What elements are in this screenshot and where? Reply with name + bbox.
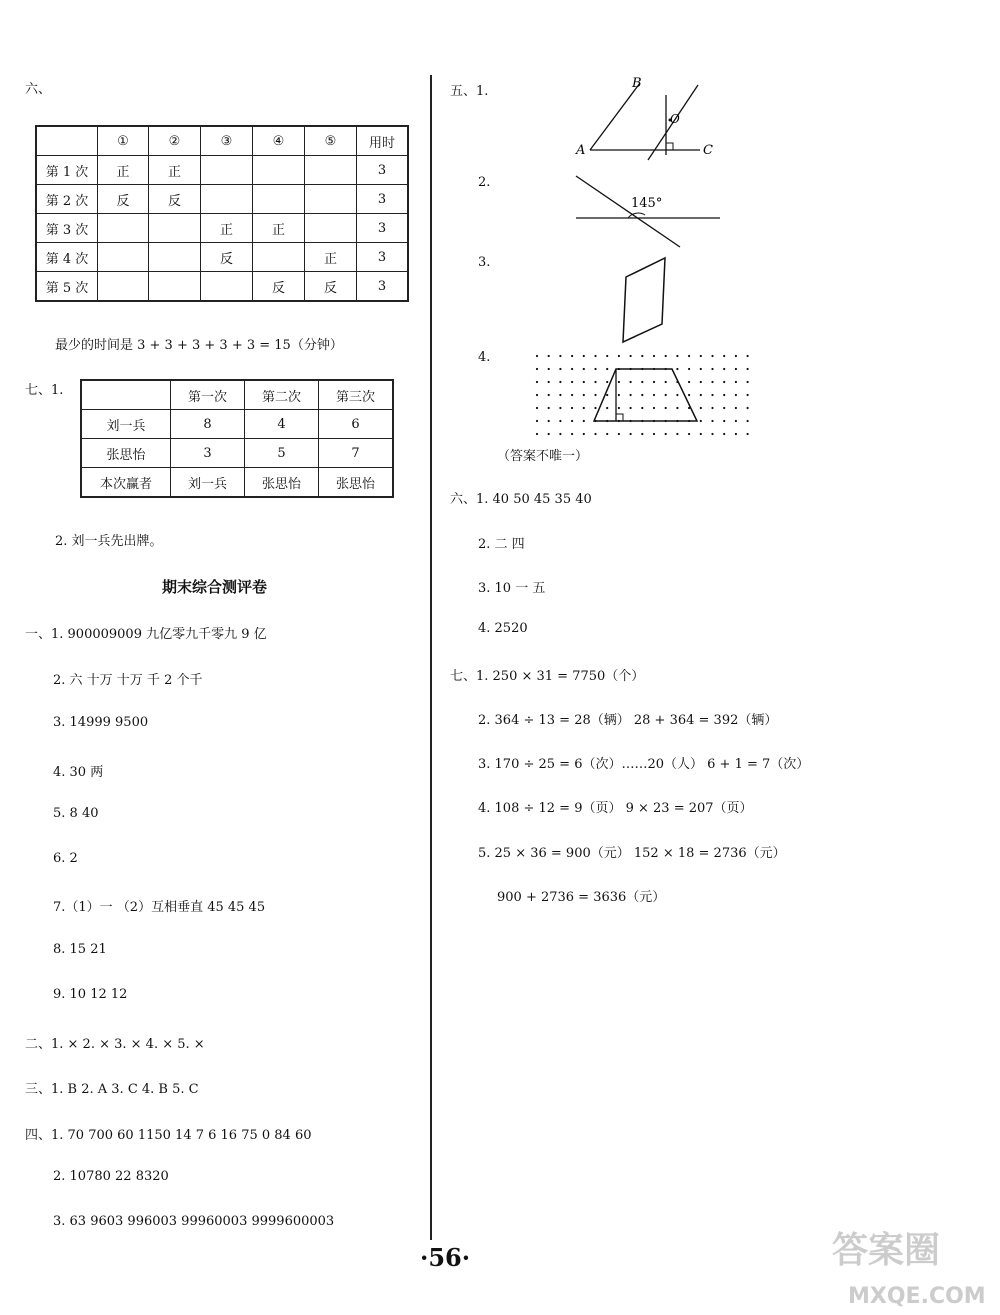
table-cell: ④ [253,126,305,156]
grid-dot [536,407,538,409]
slanted-line [576,176,680,247]
answer-line: 六、1. 40 50 45 35 40 [450,492,592,507]
answer-line: 四、1. 70 700 60 1150 14 7 6 16 75 0 84 60 [25,1128,312,1143]
grid-dot [711,420,713,422]
grid-dot [559,420,561,422]
coin-flip-table [35,125,409,302]
table-row [36,272,408,302]
parallel-lines-figure [560,75,720,165]
angle-label: 145° [631,196,663,211]
grid-dot [723,407,725,409]
table-cell: 反 [98,185,149,214]
table-cell [149,272,201,302]
column-divider [430,75,432,1240]
table-row [81,468,393,498]
answer-line: 5. 25 × 36 = 900（元） 152 × 18 = 2736（元） [478,846,786,861]
grid-dot [606,433,608,435]
table-cell: 3 [357,243,409,272]
answer-line: 9. 10 12 12 [53,987,128,1002]
grid-dot [747,355,749,357]
grid-dot [618,381,620,383]
table-cell [98,214,149,243]
table-cell [305,156,357,185]
answer-line: 8. 15 21 [53,942,107,957]
grid-dot [653,394,655,396]
table-cell: 第一次 [171,380,245,410]
answer-line: 4. 2520 [478,621,528,636]
table-cell [253,156,305,185]
page-number: ·56· [420,1243,471,1272]
grid-dot [676,368,678,370]
table-cell [305,185,357,214]
grid-dot [653,407,655,409]
table-cell: 3 [357,272,409,302]
grid-dot [618,394,620,396]
table-cell: 用时 [357,126,409,156]
grid-dot [571,433,573,435]
table-cell [201,185,253,214]
grid-dot [594,381,596,383]
grid-dot [711,381,713,383]
grid-dot [653,355,655,357]
grid-dot [723,394,725,396]
card-game-table [80,379,394,498]
table-cell: 刘一兵 [171,468,245,498]
parallelogram [623,258,665,342]
grid-dot [641,433,643,435]
grid-dot [688,394,690,396]
table-cell: 张思怡 [81,439,171,468]
grid-dot [559,355,561,357]
grid-dot [735,394,737,396]
parallelogram-figure [620,255,670,345]
trapezoid [594,369,697,421]
grid-dot [641,394,643,396]
grid-dot [676,394,678,396]
grid-dot [700,433,702,435]
grid-dot [548,355,550,357]
grid-dot [630,433,632,435]
exam-title: 期末综合测评卷 [162,578,268,596]
table-cell [149,243,201,272]
table-cell: 4 [245,410,319,439]
grid-dot [711,355,713,357]
answer-line: 2. 六 十万 十万 千 2 个千 [53,673,203,688]
question-2-label: 2. [478,175,491,190]
grid-dot [641,407,643,409]
grid-dot [747,381,749,383]
grid-dot [594,355,596,357]
grid-dot [571,368,573,370]
answer-line: 三、1. B 2. A 3. C 4. B 5. C [25,1082,199,1097]
grid-dot [536,394,538,396]
grid-dot [676,407,678,409]
grid-dot [583,368,585,370]
table-cell: 第 5 次 [36,272,98,302]
grid-dot [548,407,550,409]
table-row [36,156,408,185]
grid-dot [747,407,749,409]
grid-dot [571,381,573,383]
table-header-row [36,126,408,156]
table-cell: 第 1 次 [36,156,98,185]
grid-dot [583,355,585,357]
grid-dot [606,407,608,409]
grid-dot [735,381,737,383]
answer-line: 4. 108 ÷ 12 = 9（页） 9 × 23 = 207（页） [478,801,753,816]
watermark-logo: 答案圈 [832,1230,941,1271]
question-4-label: 4. [478,350,491,365]
table-cell: 张思怡 [245,468,319,498]
grid-dot [665,355,667,357]
table-cell [149,214,201,243]
table-cell [305,214,357,243]
answer-line: 4. 30 两 [53,765,104,780]
answer-line: 3. 14999 9500 [53,715,149,730]
table-cell: 正 [98,156,149,185]
grid-dot [606,381,608,383]
grid-dot [747,394,749,396]
grid-dot [747,420,749,422]
grid-dot [548,433,550,435]
grid-dot [723,355,725,357]
answer-line: 2. 364 ÷ 13 = 28（辆） 28 + 364 = 392（辆） [478,713,778,728]
grid-dot [559,394,561,396]
table-cell: 3 [357,156,409,185]
table-cell: 反 [149,185,201,214]
grid-dot [735,368,737,370]
grid-dot [676,433,678,435]
grid-dot [700,420,702,422]
grid-dot [711,368,713,370]
right-angle-mark [616,414,623,421]
grid-dot [594,368,596,370]
answer-note: （答案不唯一） [497,449,589,464]
table-cell: ① [98,126,149,156]
right-angle-mark [666,143,673,150]
section-6-label: 六、 [25,82,52,97]
grid-dot [548,368,550,370]
answer-line: 6. 2 [53,851,78,866]
table-cell: 正 [253,214,305,243]
label-b: B [632,76,642,91]
grid-dot [630,407,632,409]
grid-dot [641,355,643,357]
grid-dot [711,433,713,435]
table-cell: 本次赢者 [81,468,171,498]
section-7-q2: 2. 刘一兵先出牌。 [55,534,163,549]
table-cell [81,380,171,410]
table-cell: 张思怡 [319,468,394,498]
grid-dot [594,407,596,409]
grid-dot [700,381,702,383]
grid-dot [536,368,538,370]
grid-dot [735,420,737,422]
answer-line: 二、1. × 2. × 3. × 4. × 5. × [25,1037,205,1052]
grid-dot [630,394,632,396]
table-cell: 3 [171,439,245,468]
line-ab [590,83,640,150]
grid-dot [653,433,655,435]
table-cell [98,243,149,272]
grid-dot [548,394,550,396]
grid-dot [723,368,725,370]
grid-dot [536,381,538,383]
grid-dot [688,368,690,370]
grid-dot [735,407,737,409]
grid-dot [700,368,702,370]
label-o: O [670,112,680,126]
table-row [81,439,393,468]
grid-dot [747,433,749,435]
grid-dot [571,394,573,396]
answer-line: 3. 10 一 五 [478,581,546,596]
grid-dot [583,394,585,396]
grid-dot [618,355,620,357]
grid-dot [606,368,608,370]
table-header-row [81,380,393,410]
grid-dot [559,433,561,435]
table-cell: 第三次 [319,380,394,410]
table-cell: 第 4 次 [36,243,98,272]
grid-dot [676,355,678,357]
grid-dot [700,394,702,396]
grid-dot [559,368,561,370]
table-cell: 6 [319,410,394,439]
grid-dot [711,394,713,396]
grid-dot [630,381,632,383]
table-cell: 正 [149,156,201,185]
grid-dot [606,394,608,396]
answer-line: 3. 63 9603 996003 99960003 9999600003 [53,1214,335,1229]
grid-dot [665,407,667,409]
grid-dot [618,407,620,409]
grid-dot [606,355,608,357]
grid-dot [711,407,713,409]
label-a: A [576,143,586,158]
grid-dot [723,420,725,422]
grid-dot [723,381,725,383]
table-cell [98,272,149,302]
table-cell: 7 [319,439,394,468]
answer-line: 2. 10780 22 8320 [53,1169,169,1184]
table-cell: 反 [253,272,305,302]
question-3-label: 3. [478,255,491,270]
table-cell [253,185,305,214]
grid-dot [665,394,667,396]
grid-dot [688,355,690,357]
table-cell: 正 [201,214,253,243]
table-cell: 正 [305,243,357,272]
grid-dot [536,420,538,422]
table-cell: 反 [305,272,357,302]
grid-dot [688,433,690,435]
grid-dot [735,355,737,357]
table-row [81,410,393,439]
grid-dot [618,433,620,435]
answer-line: 900 + 2736 = 3636（元） [497,890,666,905]
label-c: C [703,143,713,158]
section-7-label: 七、1. [25,383,64,398]
table-cell: 3 [357,185,409,214]
table-cell [253,243,305,272]
grid-dot [700,407,702,409]
grid-dot [571,355,573,357]
answer-line: 2. 二 四 [478,537,525,552]
grid-dot [594,433,596,435]
table-cell [201,272,253,302]
watermark-url: MXQE.COM [848,1284,986,1309]
table-cell: 3 [357,214,409,243]
grid-dot [583,420,585,422]
table-cell [36,126,98,156]
table-row [36,214,408,243]
grid-dot [630,355,632,357]
grid-dot [583,407,585,409]
section-5-label: 五、1. [450,84,489,99]
grid-dot [665,433,667,435]
grid-dot [700,355,702,357]
grid-dot [583,381,585,383]
angle-figure [570,172,725,252]
table-cell: 第二次 [245,380,319,410]
answer-line: 一、1. 900009009 九亿零九千零九 9 亿 [25,627,267,642]
answer-line: 七、1. 250 × 31 = 7750（个） [450,669,645,684]
table-cell: 8 [171,410,245,439]
table-cell: ③ [201,126,253,156]
grid-dot [548,381,550,383]
grid-dot [536,355,538,357]
table-row [36,185,408,214]
grid-dot [653,381,655,383]
table-cell: 刘一兵 [81,410,171,439]
grid-dot [735,433,737,435]
table-cell: ② [149,126,201,156]
table-cell: 反 [201,243,253,272]
table-cell: ⑤ [305,126,357,156]
table-cell [201,156,253,185]
grid-dot [594,394,596,396]
answer-line: 3. 170 ÷ 25 = 6（次）……20（人） 6 + 1 = 7（次） [478,757,810,772]
grid-dot [583,433,585,435]
answer-line: 7.（1）一 （2）互相垂直 45 45 45 [53,900,266,915]
table-cell: 第 2 次 [36,185,98,214]
grid-dot [747,368,749,370]
grid-dot [559,381,561,383]
grid-dot [571,407,573,409]
grid-dot [641,381,643,383]
grid-dot [688,381,690,383]
answer-line: 5. 8 40 [53,806,99,821]
min-time-text: 最少的时间是 3 + 3 + 3 + 3 + 3 = 15（分钟） [55,338,343,353]
grid-dot [723,433,725,435]
dot-grid-figure [535,352,755,434]
grid-dot [548,420,550,422]
grid-dot [665,381,667,383]
table-row [36,243,408,272]
grid-dot [559,407,561,409]
table-cell: 第 3 次 [36,214,98,243]
grid-dot [571,420,573,422]
table-cell: 5 [245,439,319,468]
grid-dot [536,433,538,435]
